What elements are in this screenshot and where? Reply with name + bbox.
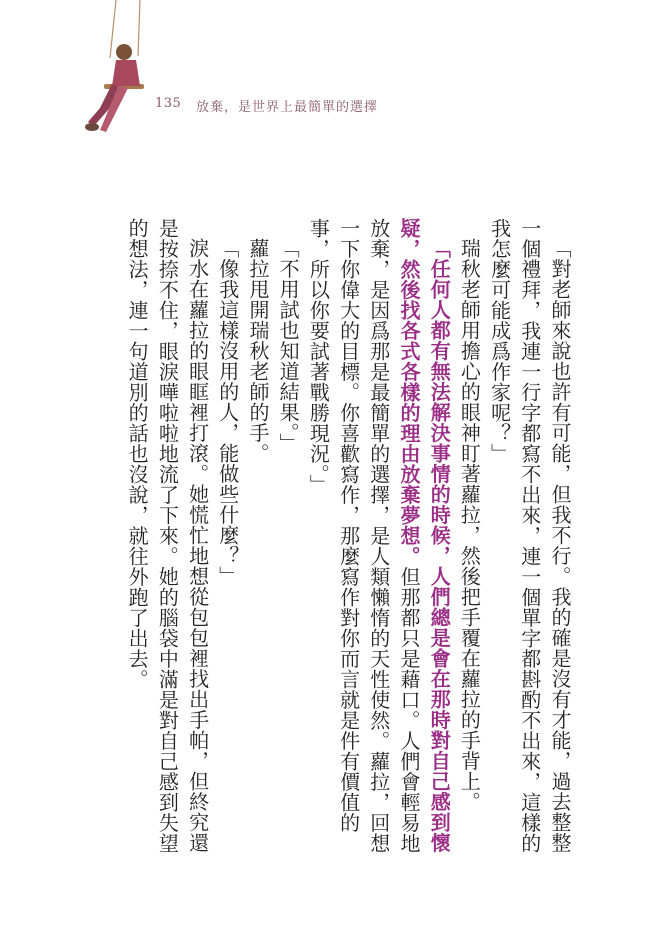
girl-on-swing-illustration xyxy=(78,0,170,140)
body-text xyxy=(125,218,575,858)
paragraph: 瑞秋老師用擔心的眼神盯著蘿拉，然後把手覆在蘿拉的手背上。 xyxy=(457,238,482,812)
paragraph: 蘿拉甩開瑞秋老師的手。 xyxy=(245,238,270,464)
page-number: 135 xyxy=(155,96,182,111)
paragraph: 「像我這樣沒用的人，能做些什麼？」 xyxy=(215,238,240,587)
running-title: 放棄，是世界上最簡單的選擇 xyxy=(196,100,379,115)
paragraph: 「不用試也知道結果。」 xyxy=(276,238,301,454)
paragraph-continuation: 但那都只是藉口。人們會輕易地放棄，是因爲那是最簡單的選擇，是人類懶惰的天性使然。蘿拉，回想一下你偉大的目標。你喜歡寫作，那麼寫作對你而言就是件有價值的事，所以你要試著戰勝現況。」 xyxy=(306,218,421,854)
paragraph xyxy=(303,218,454,858)
paragraph: 淚水在蘿拉的眼眶裡打滾。她慌忙地想從包包裡找出手帕，但終究還是按捺不住，眼淚嘩啦啦地流了下來。她的腦袋中滿是對自己感到失望的想法，連一句道別的話也沒說，就往外跑了出去。 xyxy=(125,218,210,854)
highlighted-text: 「任何人都有無法解決事情的時候，人們總是會在那時對自己感到懷疑，然後找各式各樣的理由放棄夢想。 xyxy=(396,218,452,853)
paragraph: 「對老師來說也許有可能，但我不行。我的確是沒有才能，過去整整一個禮拜，我連一行字都寫不出來，連一個單字都斟酌不出來，這樣的我怎麼可能成爲作家呢？」 xyxy=(487,218,572,854)
